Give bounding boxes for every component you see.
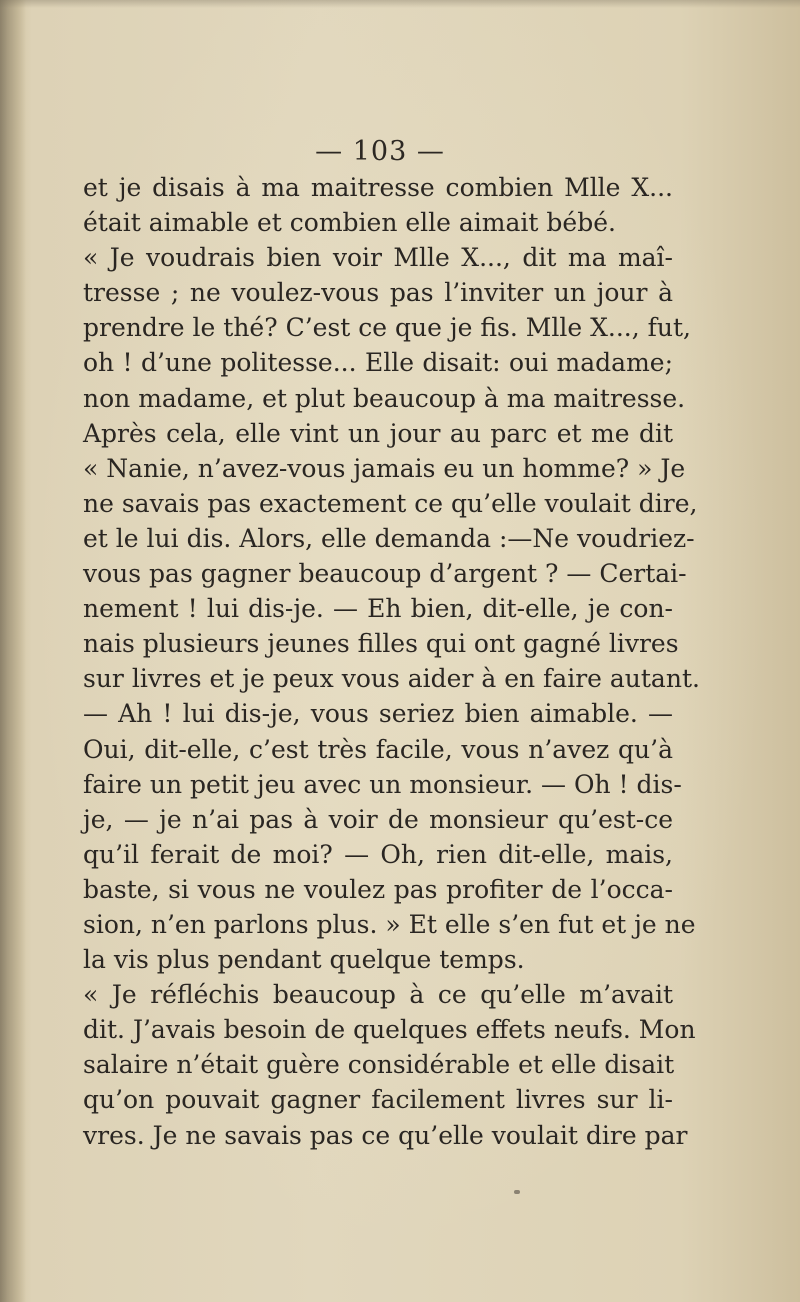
text-line: sion, n’en parlons plus. » Et elle s’en fut et je ne [83, 909, 696, 939]
text-line: Oui, dit-elle, c’est très facile, vous n’avez qu’à [83, 734, 673, 764]
text-line: « Je voudrais bien voir Mlle X..., dit ma maî- [83, 243, 673, 273]
text-line: qu’il ferait de moi? — Oh, rien dit-elle, mais, [83, 839, 673, 869]
text-line: sur livres et je peux vous aider à en faire autant. [83, 664, 700, 694]
text-line: oh ! d’une politesse... Elle disait: oui madame; [83, 348, 673, 378]
text-line: « Nanie, n’avez-vous jamais eu un homme? » Je [83, 453, 686, 483]
page-number: — 103 — [315, 136, 445, 167]
text-line: Après cela, elle vint un jour au parc et me dit [83, 418, 673, 448]
text-line: dit. J’avais besoin de quelques effets neufs. Mon [83, 1015, 696, 1045]
text-line: baste, si vous ne voulez pas profiter de l’occa- [83, 874, 673, 904]
text-line: qu’on pouvait gagner facilement livres sur li- [83, 1085, 673, 1115]
text-line: « Je réfléchis beaucoup à ce qu’elle m’avait [83, 980, 673, 1010]
text-line: vres. Je ne savais pas ce qu’elle voulait dire par [83, 1120, 688, 1150]
text-line: non madame, et plut beaucoup à ma maitresse. [83, 383, 686, 413]
text-body [83, 170, 700, 1153]
text-line: et le lui dis. Alors, elle demanda :—Ne voudriez- [83, 523, 695, 553]
ink-speck [514, 1190, 520, 1194]
text-line: nement ! lui dis-je. — Eh bien, dit-elle, je con- [83, 594, 673, 624]
text-line: je, — je n’ai pas à voir de monsieur qu’est-ce [83, 804, 673, 834]
text-line: ne savais pas exactement ce qu’elle voulait dire, [83, 488, 698, 518]
text-line: salaire n’était guère considérable et elle disait [83, 1050, 675, 1080]
text-line: — Ah ! lui dis-je, vous seriez bien aimable. — [83, 699, 673, 729]
page-top-edge [0, 0, 800, 8]
text-line: la vis plus pendant quelque temps. [83, 945, 525, 975]
text-line: faire un petit jeu avec un monsieur. — Oh ! dis- [83, 769, 682, 799]
text-line: nais plusieurs jeunes filles qui ont gagné livres [83, 629, 679, 659]
text-line: et je disais à ma maitresse combien Mlle X... [83, 173, 673, 202]
text-line: était aimable et combien elle aimait bébé. [83, 208, 616, 238]
text-line: tresse ; ne voulez-vous pas l’inviter un jour à [83, 278, 673, 308]
text-line: prendre le thé? C’est ce que je fis. Mlle X..., fut, [83, 313, 691, 343]
book-spine-shadow [0, 0, 26, 1302]
text-line: vous pas gagner beaucoup d’argent ? — Certai- [83, 559, 687, 589]
